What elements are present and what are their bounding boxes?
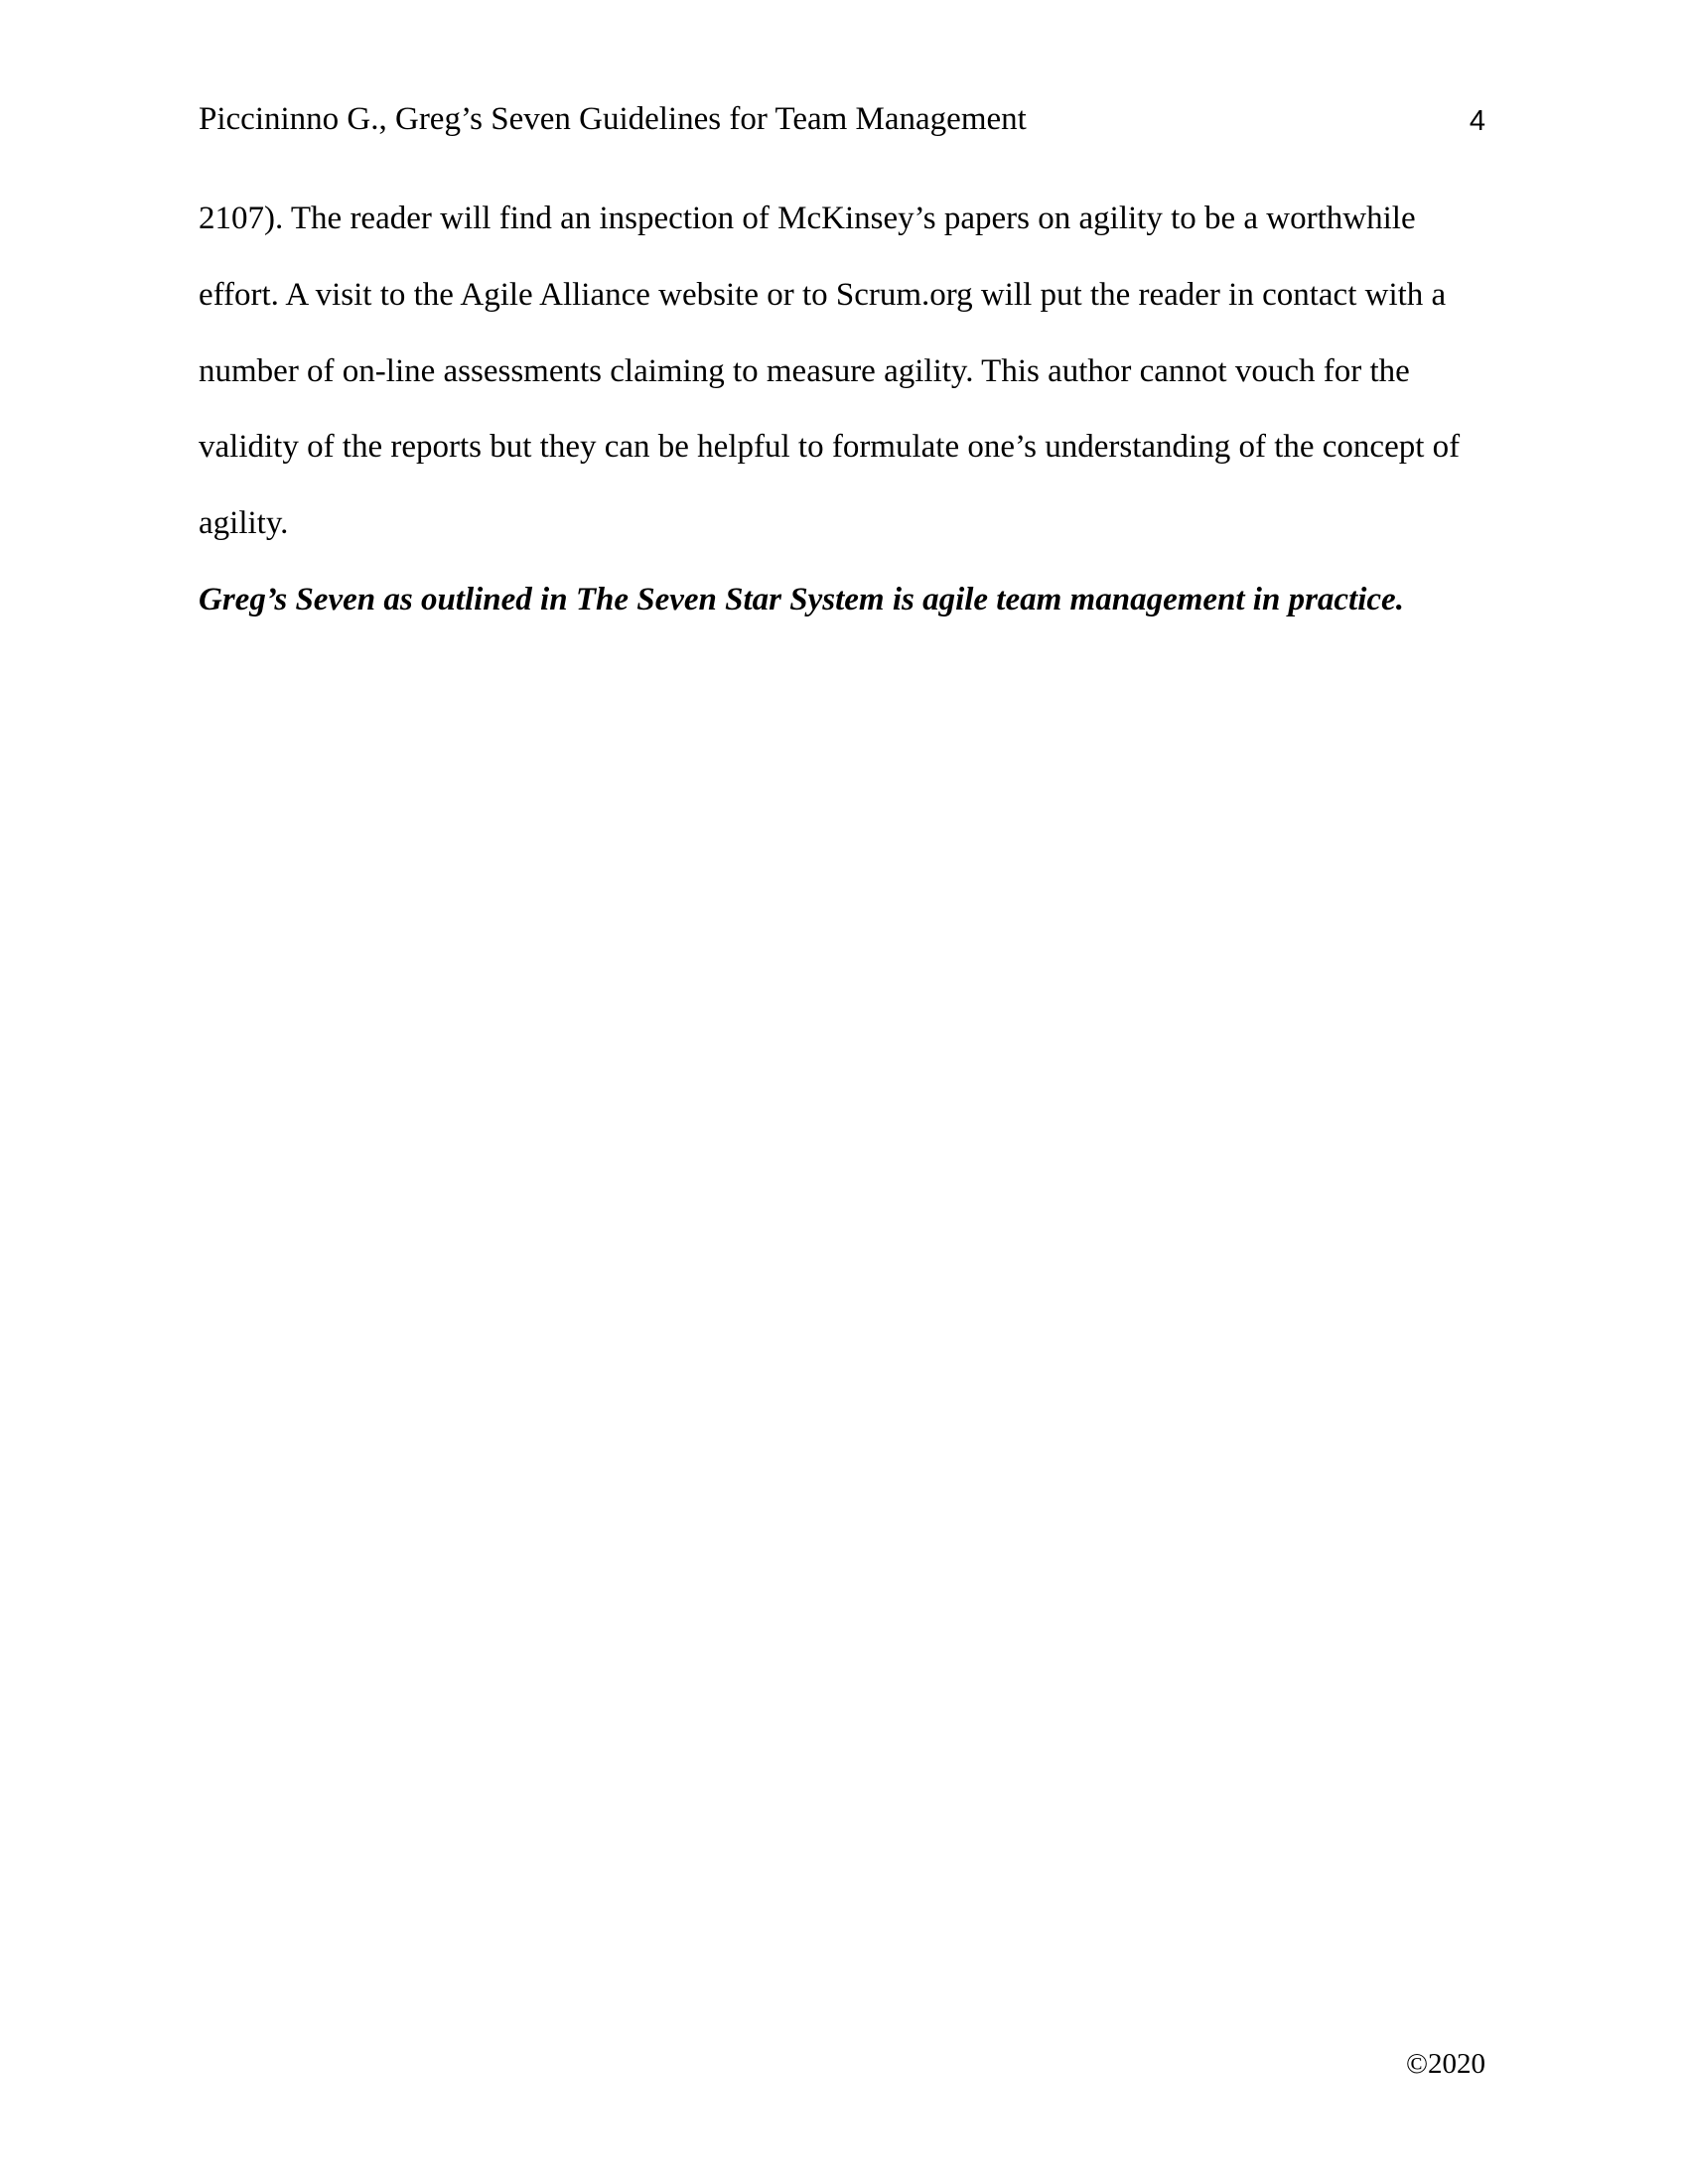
body-text-line: validity of the reports but they can be helpful to formulate one’s understanding of the concept of (199, 429, 1461, 465)
body-text-line: number of on-line assessments claiming to measure agility. This author cannot vouch for the (199, 353, 1410, 389)
body-text-line: agility. (199, 505, 289, 541)
page-number: 4 (1469, 105, 1485, 137)
body-text-line: effort. A visit to the Agile Alliance website or to Scrum.org will put the reader in contact with a (199, 277, 1447, 313)
emphasis-statement: Greg’s Seven as outlined in The Seven Star System is agile team management in practice. (199, 582, 1404, 617)
copyright-notice: ©2020 (1405, 2048, 1485, 2080)
running-head: Piccininno G., Greg’s Seven Guidelines for Team Management (199, 101, 1027, 137)
body-text-line: 2107). The reader will find an inspection of McKinsey’s papers on agility to be a worthwhile (199, 201, 1416, 236)
